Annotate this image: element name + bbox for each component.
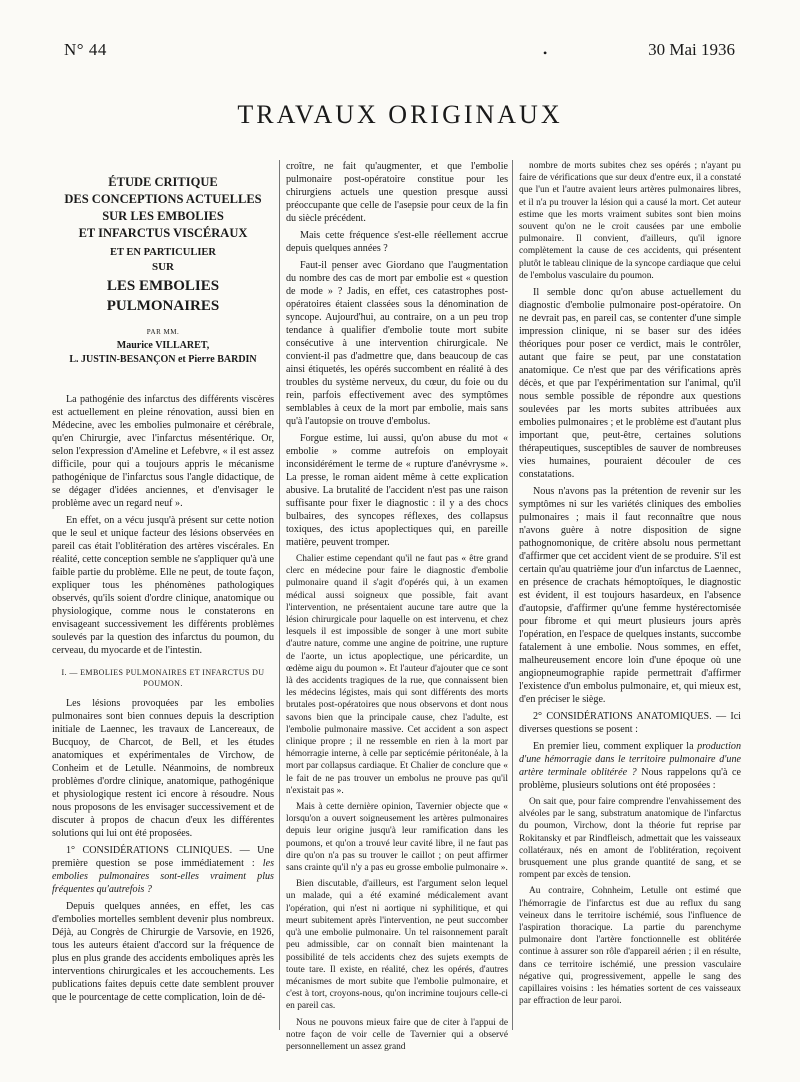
title-line-3: SUR LES EMBOLIES: [102, 209, 224, 223]
paragraph: Il semble donc qu'on abuse actuellement du diagnostic d'embolie pulmonaire post-opératoire. On ne devrait pas, en pareil cas, se contenter d'une simple impression clinique, ni se baser sur des idées théoriques pour poser ce verdict, mais le contrôler, autant que faire se peut, par une constatation anatomique. Ce n'est que par des vérifications après décès, et que par l'expérimentation sur l'animal, qu'il nous semble possible de répondre aux questions soulevées par les morts subites attribuées aux embolies pulmonaires ; et le problème est d'autant plus important que, peut-être, certaines solutions thérapeutiques, susceptibles de sauver de nombreuses vies humaines, pouraient découler de ces constatations.: [519, 287, 741, 481]
paragraph: En effet, on a vécu jusqu'à présent sur cette notion que le seul et unique facteur des lésions observées en pareil cas était l'oblitération des artères viscérales. En réalité, cette conception semble ne s'appliquer qu'à une faible partie du problème. Elle ne peut, de toute façon, expliquer tous les phénomènes pathologiques observés, qu'ils soient d'ordre clinique, anatomique ou physiologique, comme nous le constaterons en envisageant successivement les différents problèmes soulevés par la question des infarctus du poumon, du cerveau, du myocarde et de l'intestin.: [52, 515, 274, 656]
paragraph: Forgue estime, lui aussi, qu'on abuse du mot « embolie » comme autrefois on employait inconsidérément le terme de « rupture d'anévrysme ». La presse, le roman aident même à cette explication abusive. La brutalité de l'accident n'est pas une raison suffisante pour fixer le diagnostic : il y a des chocs bulbaires, des syncopes réflexes, des collapsus toxiques, des ictus apoplectiques qui, en pareille matière, peuvent tromper.: [286, 433, 508, 548]
title-line-7: LES EMBOLIES PULMONAIRES: [106, 278, 220, 314]
subsection-heading: 1° CONSIDÉRATIONS CLINIQUES.: [66, 845, 233, 856]
paragraph: Mais à cette dernière opinion, Tavernier objecte que « lorsqu'on a ouvert soigneusement les artères pulmonaires depuis leur origine jusqu'à leur ramification dans les poumons, et qu'on a trouvé leur cavité libre, il ne faut pas dire qu'on n'a pas su trouver le caillot ; on peut affirmer sans crainte qu'il n'y a pas eu grosse embolie pulmonaire ».: [286, 802, 508, 874]
author-line-1: Maurice VILLARET,: [116, 340, 210, 351]
title-line-5: ET EN PARTICULIER: [109, 247, 216, 258]
small-print-block: [519, 796, 741, 1007]
paragraph: Mais cette fréquence s'est-elle réellement accrue depuis quelques années ?: [286, 230, 508, 254]
paragraph: Faut-il penser avec Giordano que l'augmentation du nombre des cas de mort par embolie est « question de mode » ? Jadis, en effet, ces catastrophes post-opératoires étaient classées sous la dénomination de syncope. Aujourd'hui, au contraire, on a un peu trop tendance à qualifier d'embolie toute mort subite consécutive à une intervention chirurgicale. Ne convient-il pas d'admettre que, dans beaucoup de cas ainsi étiquetés, les opérés succombent en réalité à des troubles du système nerveux, du cœur, du foie ou du rein, parfois effectivement avec des symptômes semblables à ceux de la mort par embolie, mais sans qu'à l'autopsie on trouve d'embolus.: [286, 260, 508, 427]
issue-date: 30 Mai 1936: [648, 40, 735, 59]
authors-par: PAR MM.: [146, 328, 180, 336]
paragraph: nombre de morts subites chez ses opérés ; n'ayant pu faire de vérifications que sur deux d'entre eux, il a constaté que l'un et l'autre avaient leurs artères pulmonaires libres, et il n'a pu trouver la lésion qui a causé la mort. Cet auteur estime que les morts vraiment subites sont bien moins souvent qu'on ne le croit causées par une embolie pulmonaire. Il convient, d'ailleurs, qu'il ignore complètement la cause de ces accidents, qui présentent plutôt le tableau clinique de la syncope cardiaque que celui de l'embolus vasculaire du poumon.: [519, 161, 741, 281]
column-divider-1: [279, 160, 280, 1030]
page-title: TRAVAUX ORIGINAUX: [237, 100, 563, 129]
issue-number: N° 44: [64, 40, 107, 59]
paragraph: Au contraire, Cohnheim, Letulle ont estimé que l'hémorragie de l'infarctus est due au reflux du sang veineux dans le territoire ischémié, sous l'influence de l'aspiration thoracique. La partie du parenchyme pulmonaire dont l'artère fonctionnelle est oblitérée continue à assurer son rôle d'appareil aérien ; il en résulte, dans ce territoire ischémié, une pression vasculaire négative qui, progressivement, appelle le sang des capillaires voisins : les hématies sortent de ces vaisseaux par effraction de leur paroi.: [519, 886, 741, 1007]
paragraph: [519, 710, 741, 736]
article-title: [52, 174, 274, 316]
authors-block: [52, 326, 274, 367]
paragraph: La pathogénie des infarctus des différents viscères est actuellement en pleine rénovation, aussi bien en Médecine, avec les embolies pulmonaire et cérébrale, qu'en Chirurgie, avec l'infarctus mésentérique. Or, selon l'expression d'Ameline et Lefebvre, « il est assez difficile, pour qui a toujours appris le mécanisme pathogénique de l'infarctus sous l'angle didactique, de se dégager d'idées anciennes, et d'envisager le problème avec un regard neuf ».: [52, 394, 274, 509]
subsection-heading: 2° CONSIDÉRATIONS ANATOMIQUES.: [533, 711, 712, 723]
header-dot: •: [543, 46, 548, 60]
paragraph: croître, ne fait qu'augmenter, et que l'embolie pulmonaire post-opératoire constitue pour les chirurgiens actuels une question presque aussi préoccupante que celle de l'asepsie pour ceux de la fin du siècle précédent.: [286, 161, 508, 224]
question-italic: production d'une hémorragie dans le territoire pulmonaire d'une artère terminale oblitérée ?: [519, 741, 741, 779]
paragraph: [519, 740, 741, 792]
column-divider-2: [512, 160, 513, 1030]
paragraph: Nous n'avons pas la prétention de revenir sur les symptômes ni sur les variétés cliniques des embolies pulmonaires ; mais il faut reconnaître que nous n'avons guère à notre disposition de signe pathognomonique, de critère absolu nous permettant d'affirmer que cet accident vient de se produire. S'il est certain qu'au quatrième jour d'un infarctus de Laennec, en présence de crachats hémoptoïques, le diagnostic est évident, il est toujours hasardeux, en l'absence d'autopsie, d'affirmer qu'une femme hystérectomisée pour fibrome et qui meurt plusieurs jours après l'opération, en l'espace de quelques instants, succombe fatalement à une embolie. Nous sommes, en effet, malheureusement encore loin d'une époque où une angiopneumographie rapide permettrait d'affirmer l'existence d'un embolus pulmonaire, et, qui mieux est, d'en préciser le siège.: [519, 486, 741, 706]
paragraph: Chalier estime cependant qu'il ne faut pas « être grand clerc en médecine pour faire le diagnostic d'embolie pulmonaire quand il s'agit d'opérés qui, à un examen médical aussi soigneux que possible, fait avant l'intervention, ne présentaient aucune tare autre que la lésion chirurgicale pour laquelle on est intervenu, et chez lesquels il est impossible de songer à une mort subite d'autre nature, comme une angine de poitrine, une rupture de l'aorte, un ictus apoplectique, une péricardite, un œdème aigu du poumon ». Et l'auteur d'ajouter que ce sont là des accidents tragiques de la rue, que connaissent bien les médecins légistes, mais qui sont différents des morts brutales post-opératoires que nous observons et dont nous savons bien que la principale cause, chez l'adulte, est l'embolie pulmonaire massive. Cet accident a son aspect clinique propre ; il ne ressemble en rien à la mort par hémorragie interne, à celle par septicémie péritonéale, à la mort par collapsus cardiaque. Et Chalier de conclure que « le fait de ne pas trouver un embolus ne prouve pas qu'il n'existait pas ».: [286, 554, 508, 796]
section-heading: I. — EMBOLIES PULMONAIRES ET INFARCTUS DU POUMON.: [61, 668, 265, 688]
column-1: [52, 160, 274, 1008]
paragraph-text: — Une première question se pose immédiatement :: [52, 845, 274, 869]
title-line-2: DES CONCEPTIONS ACTUELLES: [64, 192, 262, 206]
paragraph-text: Nous rappelons qu'à ce problème, plusieurs solutions ont été proposées :: [519, 767, 741, 792]
paragraph: Les lésions provoquées par les embolies pulmonaires sont bien connues depuis la description initiale de Laennec, les travaux de Lancereaux, de Bucquoy, de Charcot, de Bell, et les études anatomiques et expérimentales de Virchow, de Conheim et de Letulle. Néanmoins, de nombreux problèmes d'ordre clinique, anatomique, pathogénique et physiologique restent ici encore à résoudre. Nous nous proposons de les envisager successivement et de discuter à propos de chacun d'eux les différentes solutions qui lui ont été proposées.: [52, 698, 274, 839]
question-italic: les embolies pulmonaires sont-elles vraiment plus fréquentes qu'autrefois ?: [52, 858, 274, 895]
paragraph: Depuis quelques années, en effet, les cas d'embolies mortelles semblent devenir plus nombreux. Déjà, au Congrès de Chirurgie de Varsovie, en 1926, tous les auteurs étaient d'accord sur la fréquence de plus en plus grande des accidents emboliques après les interventions chirurgicales et les accouchements. Les publications faites depuis cette date semblent prouver que le pourcentage de cette complication, loin de dé-: [52, 901, 274, 1003]
title-line-4: ET INFARCTUS VISCÉRAUX: [78, 226, 248, 240]
paragraph: [52, 844, 274, 896]
paragraph-text: — Ici diverses questions se posent :: [519, 711, 741, 736]
title-line-6: SUR: [151, 261, 174, 273]
paragraph: Bien discutable, d'ailleurs, est l'argument selon lequel un malade, qui a été examiné médicalement avant l'opération, qui n'est ni aortique ni syphilitique, et qui meurt subitement après l'intervention, ne peut succomber qu'à une embolie pulmonaire. Un tel raisonnement paraît peu admissible, car on connaît bien maintenant la possibilité de tels accidents chez des sujets exempts de toute tare. Il existe, en réalité, chez les opérés, d'autres mécanismes de mort subite que l'embolie pulmonaire, et c'est à tort, croyons-nous, qu'on incrimine toujours celle-ci en pareil cas.: [286, 879, 508, 1012]
title-line-1: ÉTUDE CRITIQUE: [108, 175, 218, 189]
author-line-2: L. JUSTIN-BESANÇON et Pierre BARDIN: [69, 354, 257, 365]
paragraph: On sait que, pour faire comprendre l'envahissement des alvéoles par le sang, substratum anatomique de l'infarctus du poumon, Virchow, dont la théorie fut reprise par Rokitansky et par Rindfleisch, admettait que les vaisseaux collatéraux, nés en amont de l'oblitération, reçoivent brusquement une plus grande quantité de sang, et se rompent par excès de tension.: [519, 797, 741, 881]
paragraph: Nous ne pouvons mieux faire que de citer à l'appui de notre façon de voir celle de Tavernier qui a observé personnellement un assez grand: [286, 1017, 508, 1052]
small-print-block: [519, 160, 741, 282]
small-print-block: [286, 553, 508, 1053]
column-3: [519, 160, 741, 1011]
column-2: [286, 160, 508, 1057]
paragraph-text: En premier lieu, comment expliquer la: [533, 741, 698, 753]
